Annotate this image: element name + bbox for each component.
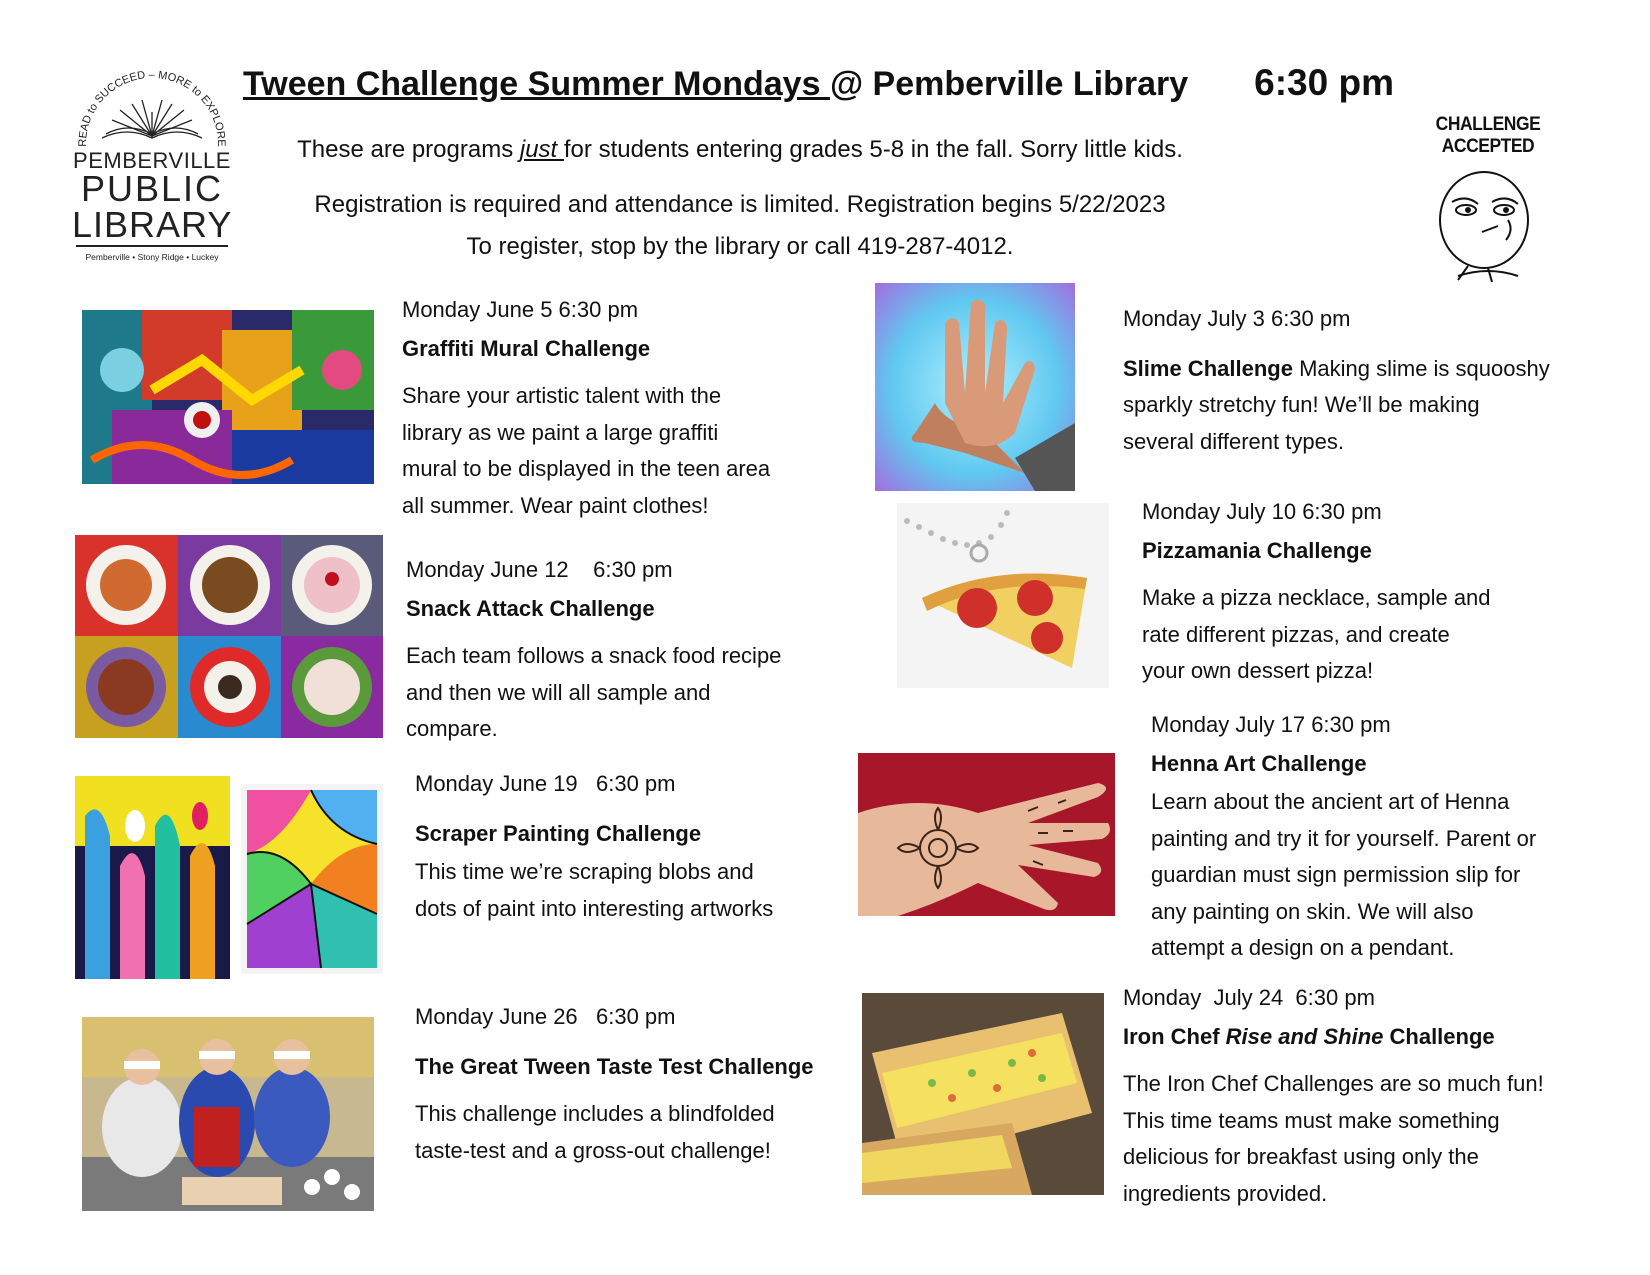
intro-line: These are programs just for students entering grades 5-8 in the fall. Sorry little kids. [297, 136, 1183, 163]
scraper-painting-image-2 [241, 784, 383, 974]
logo-line-1: PEMBERVILLE [73, 148, 231, 173]
logo-rule [76, 245, 228, 247]
event-description: The Iron Chef Challenges are so much fun! This time teams must make something delicious for breakfast using only the ingredients provided. [1123, 1071, 1544, 1206]
event-name: Pizzamania Challenge [1142, 537, 1372, 563]
event-description: Learn about the ancient art of Henna painting and try it for yourself. Parent or guardian must sign permission slip for any painting on skin. We will also attempt a design on a pendant. [1151, 789, 1537, 960]
logo-tagline: Pemberville • Stony Ridge • Luckey [85, 252, 219, 262]
registration-line: Registration is required and attendance is limited. Registration begins 5/22/2023 [314, 191, 1166, 218]
event-date: Monday June 5 6:30 pm [402, 297, 639, 322]
breakfast-quesadilla-image [862, 993, 1104, 1195]
event-description: This time we’re scraping blobs and dots of paint into interesting artworks [415, 859, 774, 921]
event-july-10 [1142, 494, 1602, 690]
event-july-17 [1151, 707, 1621, 967]
register-how-line: To register, stop by the library or call 419-287-4012. [466, 233, 1014, 260]
event-name: Snack Attack Challenge [406, 595, 655, 621]
scraper-painting-image-1 [75, 776, 230, 979]
event-july-3 [1123, 301, 1593, 460]
henna-hand-image [858, 753, 1115, 916]
event-description: Share your artistic talent with the library as we paint a large graffiti mural to be displayed in the teen area all summer. Wear paint clothes! [402, 383, 771, 518]
snack-attack-image [75, 535, 383, 738]
event-june-12 [406, 552, 826, 748]
event-date: Monday July 17 6:30 pm [1151, 712, 1391, 737]
logo-line-3: LIBRARY [72, 204, 233, 245]
meme-caption: CHALLENGE ACCEPTED [1435, 114, 1541, 157]
event-june-26 [415, 999, 845, 1169]
event-description: This challenge includes a blindfolded taste-test and a gross-out challenge! [415, 1101, 775, 1163]
page-title [243, 62, 1394, 104]
title-underlined: Tween Challenge Summer Mondays [243, 65, 830, 103]
event-name: Iron Chef Rise and Shine Challenge [1123, 1023, 1495, 1049]
event-date: Monday June 19 6:30 pm [415, 771, 676, 796]
event-june-5 [402, 292, 822, 524]
event-date: Monday June 26 6:30 pm [415, 1004, 676, 1029]
intro-emphasis: just [519, 136, 564, 163]
event-description: Make a pizza necklace, sample and rate different pizzas, and create your own dessert pizza! [1142, 585, 1491, 683]
challenge-accepted-meme [1388, 114, 1588, 264]
event-name: Henna Art Challenge [1151, 750, 1367, 776]
title-time: 6:30 pm [1254, 62, 1394, 103]
rage-face-icon [1388, 158, 1588, 283]
event-date: Monday June 12 6:30 pm [406, 557, 673, 582]
event-name: Scraper Painting Challenge [415, 820, 702, 846]
slime-image [875, 283, 1075, 491]
event-name: Slime Challenge [1123, 355, 1293, 381]
event-name: The Great Tween Taste Test Challenge [415, 1053, 814, 1079]
logo-arc-text: READ to SUCCEED – MORE to EXPLORE [76, 68, 228, 147]
taste-test-image [82, 1017, 374, 1211]
title-location: @ Pemberville Library [829, 65, 1189, 103]
event-date: Monday July 10 6:30 pm [1142, 499, 1382, 524]
event-date: Monday July 3 6:30 pm [1123, 306, 1351, 331]
event-july-24 [1123, 980, 1603, 1212]
event-date: Monday July 24 6:30 pm [1123, 985, 1375, 1010]
event-june-19 [415, 766, 835, 927]
event-description: Each team follows a snack food recipe and then we will all sample and compare. [406, 643, 782, 741]
event-name: Graffiti Mural Challenge [402, 335, 651, 361]
graffiti-mural-image [82, 310, 374, 484]
event-description: Slime Challenge Making slime is squooshy sparkly stretchy fun! We’ll be making several different types. [1123, 355, 1550, 454]
logo-line-2: PUBLIC [80, 168, 224, 209]
pizza-necklace-image [897, 503, 1109, 688]
